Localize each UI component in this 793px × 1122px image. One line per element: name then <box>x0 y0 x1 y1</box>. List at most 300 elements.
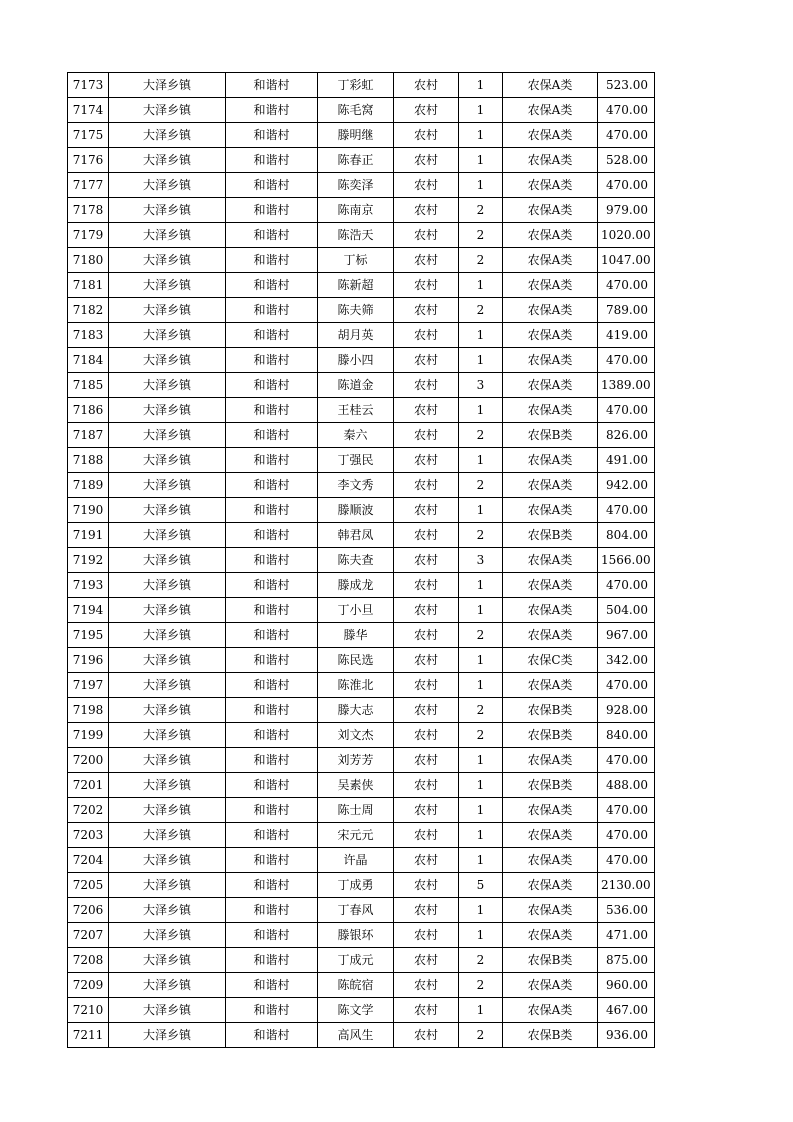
cell-amount: 467.00 <box>598 998 655 1023</box>
cell-name: 韩君凤 <box>318 523 394 548</box>
cell-area: 农村 <box>394 298 459 323</box>
cell-count: 2 <box>459 523 503 548</box>
cell-category: 农保A类 <box>503 873 598 898</box>
cell-area: 农村 <box>394 148 459 173</box>
cell-name: 陈夫查 <box>318 548 394 573</box>
cell-town: 大泽乡镇 <box>109 598 226 623</box>
cell-id: 7188 <box>68 448 109 473</box>
cell-area: 农村 <box>394 348 459 373</box>
cell-area: 农村 <box>394 898 459 923</box>
cell-area: 农村 <box>394 398 459 423</box>
table-row <box>68 148 655 173</box>
cell-village: 和谐村 <box>226 348 318 373</box>
table-row <box>68 1023 655 1048</box>
cell-category: 农保A类 <box>503 923 598 948</box>
cell-amount: 942.00 <box>598 473 655 498</box>
cell-village: 和谐村 <box>226 1023 318 1048</box>
table-row <box>68 473 655 498</box>
cell-town: 大泽乡镇 <box>109 998 226 1023</box>
table-row <box>68 373 655 398</box>
cell-name: 滕成龙 <box>318 573 394 598</box>
cell-village: 和谐村 <box>226 823 318 848</box>
cell-area: 农村 <box>394 273 459 298</box>
cell-amount: 470.00 <box>598 98 655 123</box>
cell-id: 7199 <box>68 723 109 748</box>
cell-category: 农保A类 <box>503 198 598 223</box>
cell-area: 农村 <box>394 573 459 598</box>
cell-name: 滕华 <box>318 623 394 648</box>
cell-amount: 840.00 <box>598 723 655 748</box>
cell-category: 农保B类 <box>503 948 598 973</box>
cell-amount: 967.00 <box>598 623 655 648</box>
cell-count: 5 <box>459 873 503 898</box>
cell-village: 和谐村 <box>226 398 318 423</box>
cell-area: 农村 <box>394 673 459 698</box>
cell-id: 7179 <box>68 223 109 248</box>
cell-area: 农村 <box>394 623 459 648</box>
table-row <box>68 173 655 198</box>
cell-category: 农保B类 <box>503 698 598 723</box>
cell-amount: 960.00 <box>598 973 655 998</box>
cell-count: 1 <box>459 998 503 1023</box>
cell-id: 7201 <box>68 773 109 798</box>
cell-amount: 470.00 <box>598 498 655 523</box>
cell-village: 和谐村 <box>226 223 318 248</box>
cell-count: 3 <box>459 373 503 398</box>
cell-town: 大泽乡镇 <box>109 648 226 673</box>
cell-area: 农村 <box>394 748 459 773</box>
cell-town: 大泽乡镇 <box>109 123 226 148</box>
cell-village: 和谐村 <box>226 373 318 398</box>
cell-id: 7185 <box>68 373 109 398</box>
cell-area: 农村 <box>394 698 459 723</box>
cell-amount: 936.00 <box>598 1023 655 1048</box>
table-row <box>68 998 655 1023</box>
cell-area: 农村 <box>394 548 459 573</box>
cell-count: 1 <box>459 898 503 923</box>
cell-id: 7209 <box>68 973 109 998</box>
cell-id: 7195 <box>68 623 109 648</box>
cell-amount: 419.00 <box>598 323 655 348</box>
cell-town: 大泽乡镇 <box>109 698 226 723</box>
cell-id: 7207 <box>68 923 109 948</box>
cell-area: 农村 <box>394 323 459 348</box>
cell-town: 大泽乡镇 <box>109 898 226 923</box>
cell-name: 陈南京 <box>318 198 394 223</box>
cell-village: 和谐村 <box>226 248 318 273</box>
cell-name: 滕大志 <box>318 698 394 723</box>
cell-town: 大泽乡镇 <box>109 923 226 948</box>
cell-count: 2 <box>459 248 503 273</box>
cell-village: 和谐村 <box>226 948 318 973</box>
cell-village: 和谐村 <box>226 998 318 1023</box>
cell-category: 农保A类 <box>503 498 598 523</box>
cell-town: 大泽乡镇 <box>109 498 226 523</box>
cell-town: 大泽乡镇 <box>109 173 226 198</box>
cell-category: 农保A类 <box>503 98 598 123</box>
cell-name: 陈淮北 <box>318 673 394 698</box>
cell-town: 大泽乡镇 <box>109 273 226 298</box>
cell-area: 农村 <box>394 248 459 273</box>
cell-area: 农村 <box>394 98 459 123</box>
table-row <box>68 198 655 223</box>
cell-name: 陈春正 <box>318 148 394 173</box>
cell-category: 农保A类 <box>503 598 598 623</box>
cell-name: 丁成勇 <box>318 873 394 898</box>
cell-name: 许晶 <box>318 848 394 873</box>
cell-id: 7193 <box>68 573 109 598</box>
table-row <box>68 498 655 523</box>
cell-amount: 470.00 <box>598 848 655 873</box>
cell-town: 大泽乡镇 <box>109 323 226 348</box>
cell-area: 农村 <box>394 498 459 523</box>
cell-village: 和谐村 <box>226 873 318 898</box>
table-row <box>68 873 655 898</box>
cell-town: 大泽乡镇 <box>109 398 226 423</box>
cell-category: 农保A类 <box>503 148 598 173</box>
cell-village: 和谐村 <box>226 198 318 223</box>
cell-amount: 471.00 <box>598 923 655 948</box>
cell-category: 农保A类 <box>503 173 598 198</box>
cell-town: 大泽乡镇 <box>109 298 226 323</box>
table-row <box>68 723 655 748</box>
cell-amount: 2130.00 <box>598 873 655 898</box>
roster-table <box>67 72 655 1048</box>
cell-area: 农村 <box>394 448 459 473</box>
cell-village: 和谐村 <box>226 623 318 648</box>
cell-amount: 470.00 <box>598 798 655 823</box>
cell-area: 农村 <box>394 723 459 748</box>
cell-count: 1 <box>459 648 503 673</box>
cell-category: 农保C类 <box>503 648 598 673</box>
cell-amount: 504.00 <box>598 598 655 623</box>
cell-name: 吴素侠 <box>318 773 394 798</box>
cell-village: 和谐村 <box>226 848 318 873</box>
cell-count: 2 <box>459 298 503 323</box>
cell-category: 农保A类 <box>503 473 598 498</box>
cell-count: 1 <box>459 348 503 373</box>
cell-category: 农保A类 <box>503 348 598 373</box>
cell-town: 大泽乡镇 <box>109 348 226 373</box>
cell-category: 农保A类 <box>503 573 598 598</box>
cell-town: 大泽乡镇 <box>109 548 226 573</box>
table-row <box>68 423 655 448</box>
cell-area: 农村 <box>394 198 459 223</box>
cell-area: 农村 <box>394 223 459 248</box>
cell-amount: 470.00 <box>598 348 655 373</box>
cell-id: 7184 <box>68 348 109 373</box>
cell-amount: 470.00 <box>598 573 655 598</box>
cell-count: 1 <box>459 798 503 823</box>
cell-amount: 470.00 <box>598 748 655 773</box>
cell-id: 7204 <box>68 848 109 873</box>
cell-count: 2 <box>459 698 503 723</box>
cell-category: 农保A类 <box>503 73 598 98</box>
cell-area: 农村 <box>394 473 459 498</box>
table-row <box>68 648 655 673</box>
cell-id: 7174 <box>68 98 109 123</box>
cell-area: 农村 <box>394 523 459 548</box>
cell-id: 7173 <box>68 73 109 98</box>
cell-village: 和谐村 <box>226 698 318 723</box>
table-row <box>68 248 655 273</box>
table-row <box>68 773 655 798</box>
cell-area: 农村 <box>394 598 459 623</box>
cell-id: 7202 <box>68 798 109 823</box>
table-row <box>68 698 655 723</box>
cell-id: 7182 <box>68 298 109 323</box>
table-row <box>68 448 655 473</box>
cell-id: 7211 <box>68 1023 109 1048</box>
cell-id: 7208 <box>68 948 109 973</box>
table-row <box>68 923 655 948</box>
cell-category: 农保A类 <box>503 898 598 923</box>
cell-id: 7192 <box>68 548 109 573</box>
cell-name: 丁小旦 <box>318 598 394 623</box>
cell-town: 大泽乡镇 <box>109 948 226 973</box>
cell-count: 1 <box>459 573 503 598</box>
table-row <box>68 748 655 773</box>
cell-category: 农保A类 <box>503 823 598 848</box>
cell-id: 7197 <box>68 673 109 698</box>
cell-town: 大泽乡镇 <box>109 723 226 748</box>
cell-area: 农村 <box>394 948 459 973</box>
cell-name: 刘芳芳 <box>318 748 394 773</box>
table-row <box>68 298 655 323</box>
cell-count: 2 <box>459 973 503 998</box>
table-row <box>68 823 655 848</box>
cell-amount: 875.00 <box>598 948 655 973</box>
cell-count: 1 <box>459 748 503 773</box>
roster-table-body <box>68 73 655 1048</box>
cell-category: 农保A类 <box>503 273 598 298</box>
cell-count: 1 <box>459 398 503 423</box>
cell-id: 7191 <box>68 523 109 548</box>
cell-town: 大泽乡镇 <box>109 223 226 248</box>
cell-count: 1 <box>459 848 503 873</box>
cell-name: 丁彩虹 <box>318 73 394 98</box>
cell-amount: 470.00 <box>598 173 655 198</box>
cell-town: 大泽乡镇 <box>109 198 226 223</box>
cell-area: 农村 <box>394 848 459 873</box>
cell-town: 大泽乡镇 <box>109 973 226 998</box>
cell-village: 和谐村 <box>226 448 318 473</box>
cell-village: 和谐村 <box>226 548 318 573</box>
cell-count: 1 <box>459 73 503 98</box>
cell-area: 农村 <box>394 773 459 798</box>
cell-village: 和谐村 <box>226 323 318 348</box>
cell-count: 1 <box>459 598 503 623</box>
cell-category: 农保A类 <box>503 623 598 648</box>
cell-category: 农保A类 <box>503 748 598 773</box>
cell-category: 农保B类 <box>503 423 598 448</box>
cell-area: 农村 <box>394 823 459 848</box>
cell-village: 和谐村 <box>226 923 318 948</box>
cell-town: 大泽乡镇 <box>109 798 226 823</box>
cell-village: 和谐村 <box>226 498 318 523</box>
cell-area: 农村 <box>394 798 459 823</box>
table-row <box>68 848 655 873</box>
cell-village: 和谐村 <box>226 673 318 698</box>
cell-id: 7180 <box>68 248 109 273</box>
cell-count: 1 <box>459 923 503 948</box>
cell-id: 7205 <box>68 873 109 898</box>
cell-town: 大泽乡镇 <box>109 373 226 398</box>
cell-name: 陈民选 <box>318 648 394 673</box>
cell-count: 1 <box>459 98 503 123</box>
cell-area: 农村 <box>394 1023 459 1048</box>
table-row <box>68 348 655 373</box>
cell-amount: 1389.00 <box>598 373 655 398</box>
cell-count: 1 <box>459 498 503 523</box>
cell-category: 农保B类 <box>503 523 598 548</box>
cell-area: 农村 <box>394 648 459 673</box>
cell-id: 7194 <box>68 598 109 623</box>
cell-name: 宋元元 <box>318 823 394 848</box>
cell-town: 大泽乡镇 <box>109 873 226 898</box>
cell-area: 农村 <box>394 73 459 98</box>
cell-amount: 804.00 <box>598 523 655 548</box>
cell-village: 和谐村 <box>226 523 318 548</box>
cell-village: 和谐村 <box>226 173 318 198</box>
cell-amount: 470.00 <box>598 273 655 298</box>
cell-name: 陈夫筛 <box>318 298 394 323</box>
cell-village: 和谐村 <box>226 148 318 173</box>
table-row <box>68 623 655 648</box>
cell-name: 滕小四 <box>318 348 394 373</box>
cell-village: 和谐村 <box>226 898 318 923</box>
cell-category: 农保A类 <box>503 123 598 148</box>
table-row <box>68 523 655 548</box>
cell-town: 大泽乡镇 <box>109 773 226 798</box>
cell-amount: 470.00 <box>598 823 655 848</box>
table-row <box>68 673 655 698</box>
cell-id: 7189 <box>68 473 109 498</box>
cell-amount: 1047.00 <box>598 248 655 273</box>
cell-amount: 789.00 <box>598 298 655 323</box>
cell-name: 陈浩天 <box>318 223 394 248</box>
cell-count: 2 <box>459 1023 503 1048</box>
cell-amount: 979.00 <box>598 198 655 223</box>
cell-village: 和谐村 <box>226 598 318 623</box>
cell-category: 农保A类 <box>503 323 598 348</box>
cell-category: 农保A类 <box>503 548 598 573</box>
cell-amount: 528.00 <box>598 148 655 173</box>
cell-area: 农村 <box>394 873 459 898</box>
cell-town: 大泽乡镇 <box>109 98 226 123</box>
cell-count: 1 <box>459 273 503 298</box>
cell-id: 7177 <box>68 173 109 198</box>
table-row <box>68 223 655 248</box>
cell-count: 1 <box>459 323 503 348</box>
cell-category: 农保A类 <box>503 373 598 398</box>
cell-amount: 470.00 <box>598 123 655 148</box>
cell-area: 农村 <box>394 373 459 398</box>
cell-area: 农村 <box>394 123 459 148</box>
cell-village: 和谐村 <box>226 73 318 98</box>
cell-id: 7190 <box>68 498 109 523</box>
cell-town: 大泽乡镇 <box>109 673 226 698</box>
cell-name: 丁标 <box>318 248 394 273</box>
cell-town: 大泽乡镇 <box>109 473 226 498</box>
cell-area: 农村 <box>394 423 459 448</box>
cell-category: 农保A类 <box>503 298 598 323</box>
cell-id: 7187 <box>68 423 109 448</box>
cell-count: 1 <box>459 773 503 798</box>
cell-id: 7186 <box>68 398 109 423</box>
cell-amount: 470.00 <box>598 673 655 698</box>
cell-town: 大泽乡镇 <box>109 523 226 548</box>
cell-id: 7206 <box>68 898 109 923</box>
cell-amount: 523.00 <box>598 73 655 98</box>
cell-town: 大泽乡镇 <box>109 448 226 473</box>
cell-category: 农保B类 <box>503 773 598 798</box>
cell-name: 陈毛窝 <box>318 98 394 123</box>
cell-town: 大泽乡镇 <box>109 1023 226 1048</box>
table-row <box>68 98 655 123</box>
cell-amount: 342.00 <box>598 648 655 673</box>
cell-town: 大泽乡镇 <box>109 848 226 873</box>
cell-village: 和谐村 <box>226 98 318 123</box>
cell-village: 和谐村 <box>226 473 318 498</box>
cell-village: 和谐村 <box>226 748 318 773</box>
cell-category: 农保A类 <box>503 798 598 823</box>
cell-id: 7175 <box>68 123 109 148</box>
cell-category: 农保A类 <box>503 973 598 998</box>
table-row <box>68 573 655 598</box>
cell-count: 2 <box>459 423 503 448</box>
cell-name: 李文秀 <box>318 473 394 498</box>
cell-count: 1 <box>459 448 503 473</box>
cell-town: 大泽乡镇 <box>109 148 226 173</box>
cell-village: 和谐村 <box>226 123 318 148</box>
cell-id: 7178 <box>68 198 109 223</box>
cell-count: 1 <box>459 148 503 173</box>
cell-name: 刘文杰 <box>318 723 394 748</box>
cell-town: 大泽乡镇 <box>109 423 226 448</box>
cell-count: 2 <box>459 223 503 248</box>
table-row <box>68 798 655 823</box>
cell-amount: 1566.00 <box>598 548 655 573</box>
cell-count: 1 <box>459 673 503 698</box>
cell-town: 大泽乡镇 <box>109 823 226 848</box>
table-row <box>68 948 655 973</box>
cell-amount: 928.00 <box>598 698 655 723</box>
cell-area: 农村 <box>394 973 459 998</box>
cell-village: 和谐村 <box>226 573 318 598</box>
cell-village: 和谐村 <box>226 273 318 298</box>
cell-amount: 826.00 <box>598 423 655 448</box>
cell-count: 2 <box>459 948 503 973</box>
cell-count: 2 <box>459 723 503 748</box>
cell-id: 7196 <box>68 648 109 673</box>
cell-amount: 536.00 <box>598 898 655 923</box>
table-row <box>68 898 655 923</box>
table-row <box>68 598 655 623</box>
cell-category: 农保A类 <box>503 998 598 1023</box>
cell-name: 滕银环 <box>318 923 394 948</box>
cell-id: 7200 <box>68 748 109 773</box>
cell-name: 秦六 <box>318 423 394 448</box>
cell-name: 陈奕泽 <box>318 173 394 198</box>
cell-village: 和谐村 <box>226 773 318 798</box>
cell-category: 农保A类 <box>503 223 598 248</box>
cell-name: 丁强民 <box>318 448 394 473</box>
cell-area: 农村 <box>394 998 459 1023</box>
cell-area: 农村 <box>394 173 459 198</box>
table-row <box>68 973 655 998</box>
cell-count: 3 <box>459 548 503 573</box>
